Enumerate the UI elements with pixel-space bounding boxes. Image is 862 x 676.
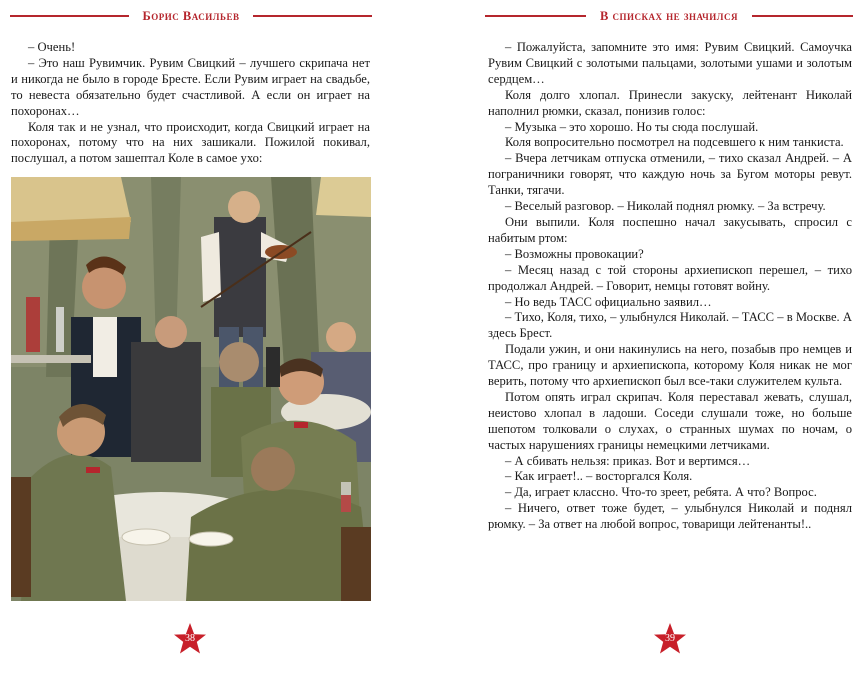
left-running-header: [10, 6, 372, 26]
header-rule-left: [10, 15, 129, 17]
paragraph: – Как играет!.. – восторгался Коля.: [505, 469, 693, 484]
page-number: 39: [665, 633, 675, 644]
paragraph: – Но ведь ТАСС официально заявил…: [505, 294, 712, 309]
paragraph: – Тихо, Коля, тихо, – улыбнулся Николай. – ТАСС – в Москве. А здесь Брест.: [488, 310, 852, 341]
paragraph: – Веселый разговор. – Николай поднял рюмку. – За встречу.: [505, 199, 826, 214]
header-rule-right: [253, 15, 372, 17]
page-number: 38: [185, 633, 195, 644]
paragraph: – А сбивать нельзя: приказ. Вот и вертимся…: [505, 453, 751, 468]
paragraph: – Пожалуйста, запомните это имя: Рувим Свицкий. Самоучка Рувим Свицкий с золотыми пальцами, золотыми ушами и золотым сердцем…: [488, 40, 852, 86]
paragraph: – Вчера летчикам отпуска отменили, – тихо сказал Андрей. – А пограничники говорят, что каждую ночь за Бугом моторы ревут. Танки, тягачи.: [488, 151, 852, 198]
paragraph: – Музыка – это хорошо. Но ты сюда послушай.: [505, 119, 759, 134]
page-number-star-right: [653, 622, 687, 656]
paragraph: Потом опять играл скрипач. Коля переставал жевать, слушал, неистово хлопал в ладоши. Соседи слушали тоже, но больше шепотом толковали о слухах, о странных шумах по ночам, о частых нарушениях границы немецкими летчиками.: [488, 389, 852, 452]
paragraph: Коля долго хлопал. Принесли закуску, лейтенант Николай наполнил рюмки, сказал, понизив голос:: [488, 87, 852, 118]
paragraph: Подали ужин, и они накинулись на него, позабыв про немцев и ТАСС, про границу и архиепископа, которому Коля никак не мог верить, потому что архиепископ был все-таки служителем культа.: [488, 342, 852, 389]
header-rule-left: [485, 15, 586, 17]
paragraph: – Месяц назад с той стороны архиепископ перешел, – тихо продолжал Андрей. – Говорит, немцы готовят войну.: [488, 262, 852, 293]
paragraph: – Ничего, ответ тоже будет, – улыбнулся Николай и поднял рюмку. – За ответ на любой вопрос, товарищи лейтенанты!..: [488, 501, 852, 532]
paragraph: Коля вопросительно посмотрел на подсевшего к ним танкиста.: [505, 135, 844, 150]
left-body-text: [11, 40, 370, 167]
paragraph: – Возможны провокации?: [505, 246, 644, 261]
paragraph: Они выпили. Коля поспешно начал закусывать, спросил с набитым ртом:: [488, 214, 852, 245]
right-body-text: [488, 40, 852, 533]
book-title: В списках не значился: [600, 8, 738, 23]
paragraph: – Очень!: [28, 40, 76, 54]
page-number-star-left: [173, 622, 207, 656]
paragraph: – Это наш Рувимчик. Рувим Свицкий – лучшего скрипача нет и никогда не было в городе Бресте. Если Рувим играет на свадьбе, то невеста обязательно будет счастливой. А если он играет на похоронах…: [11, 55, 370, 118]
header-rule-right: [752, 15, 853, 17]
right-running-header: [485, 6, 853, 26]
right-page: [431, 0, 862, 676]
paragraph: Коля так и не узнал, что происходит, когда Свицкий играет на похоронах, потому что на них зашикали. Пожилой покивал, послушал, а потом зашептал Коле в самое ухо:: [11, 119, 370, 166]
paragraph: – Да, играет классно. Что-то зреет, ребята. А что? Вопрос.: [505, 485, 817, 500]
author-name: Борис Васильев: [142, 8, 240, 23]
restaurant-illustration: [11, 177, 371, 601]
